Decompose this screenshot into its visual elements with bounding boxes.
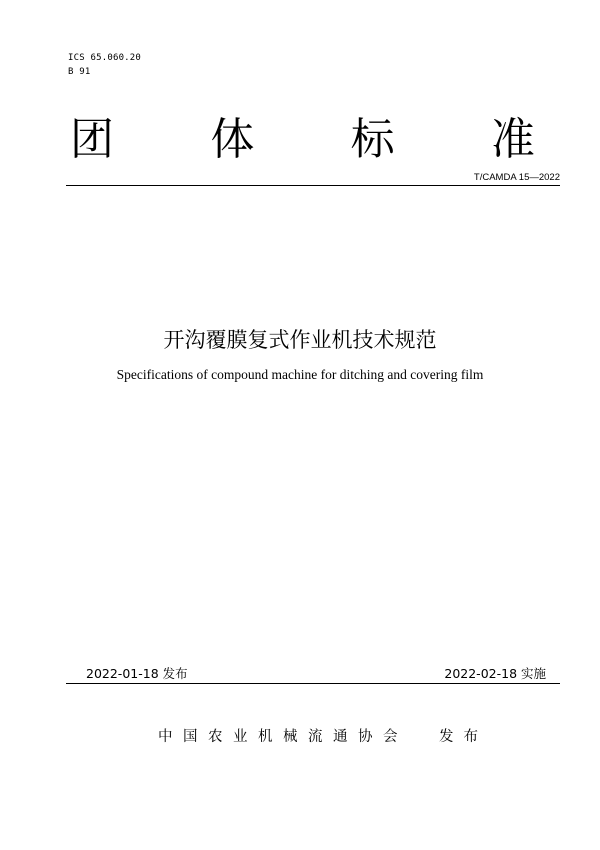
issue-date: 2022-01-18 发布 — [86, 666, 188, 681]
ics-code: ICS 65.060.20 — [68, 53, 142, 63]
document-type-char: 准 — [490, 114, 535, 165]
header-divider — [66, 185, 560, 186]
chinese-title: 开沟覆膜复式作业机技术规范 — [163, 328, 437, 352]
english-title: Specifications of compound machine for ditching and covering film — [116, 367, 484, 382]
ccs-code: B 91 — [68, 67, 91, 77]
document-type-heading — [70, 110, 535, 170]
publisher-name: 中国农业机械流通协会 — [158, 729, 408, 745]
document-type-char: 体 — [210, 114, 255, 165]
document-type-char: 标 — [350, 114, 395, 165]
standard-number: T/CAMDA 15—2022 — [473, 172, 560, 183]
document-type-char: 团 — [70, 114, 114, 165]
footer-divider — [66, 683, 560, 684]
implementation-date: 2022-02-18 实施 — [444, 666, 546, 681]
publish-label: 发布 — [439, 729, 488, 745]
